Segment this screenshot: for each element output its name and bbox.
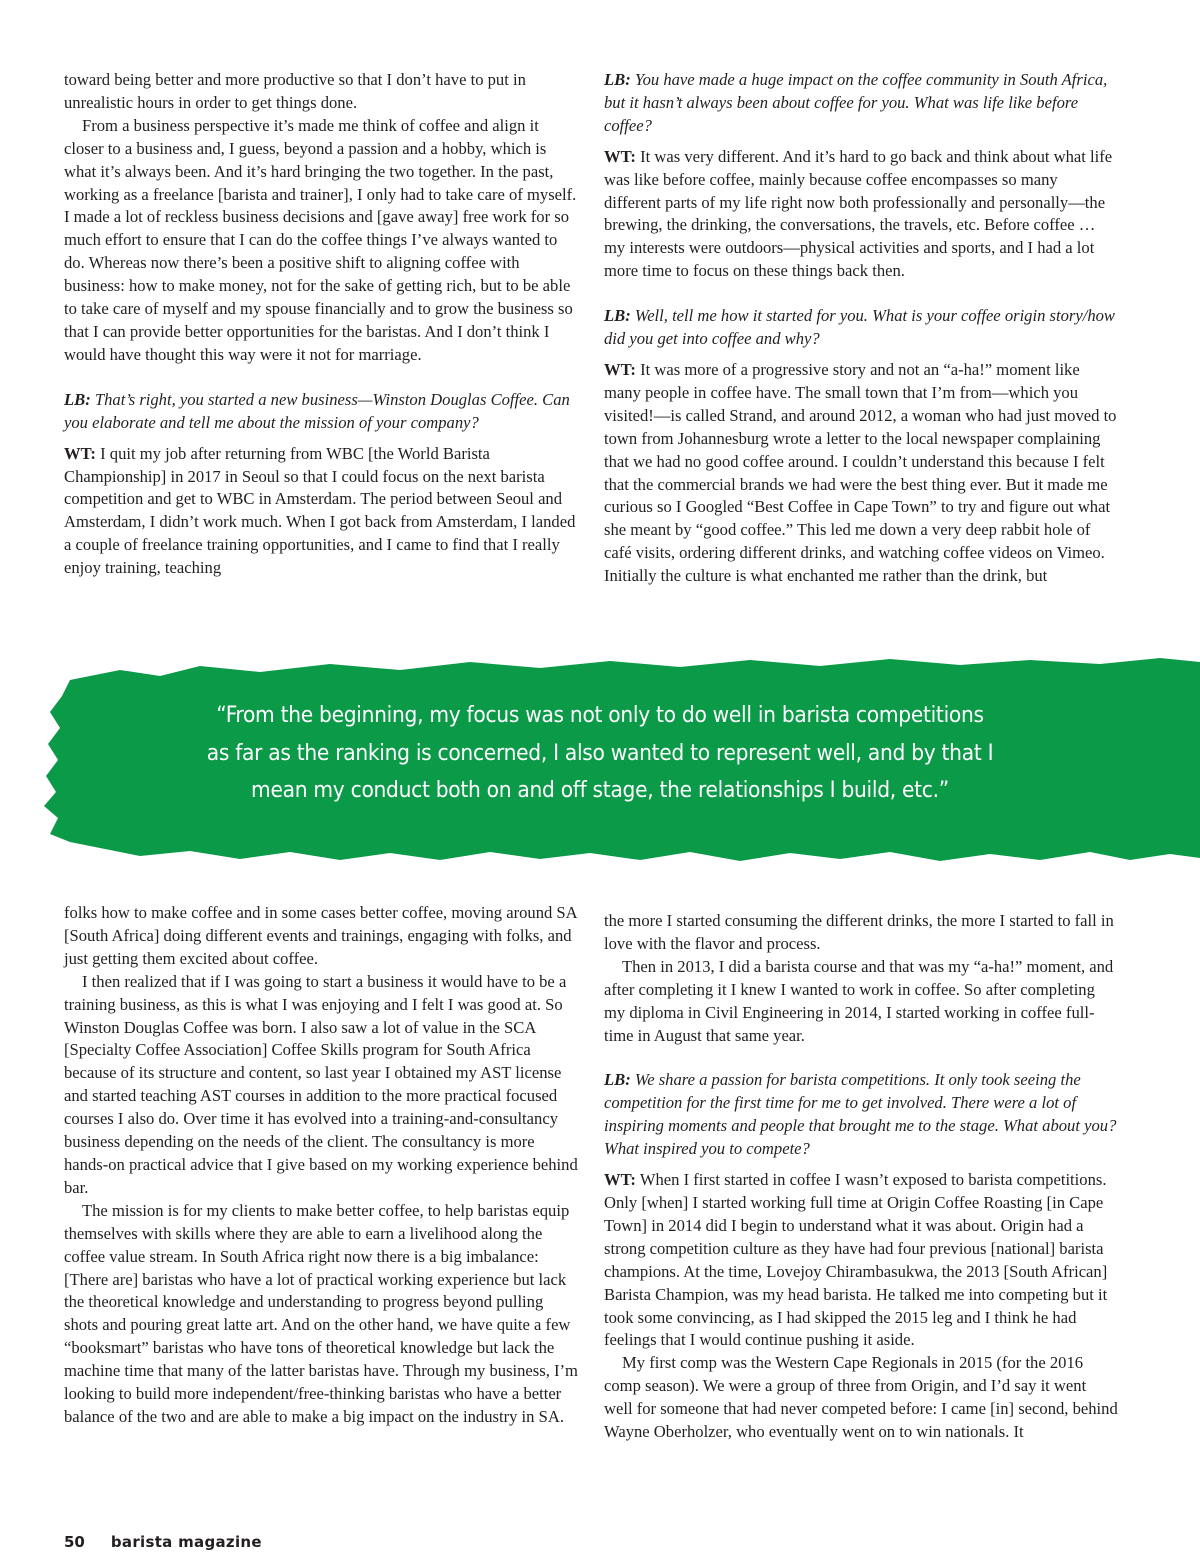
pullquote-line: as far as the ranking is concerned, I also wanted to represent well, and by that I [206, 739, 994, 766]
paragraph: toward being better and more productive so that I don’t have to put in unrealistic hours in order to get things done. [64, 70, 526, 112]
answer-text: When I first started in coffee I wasn’t exposed to barista competitions. Only [when] I started working full time at Origin Coffee Roasting [in Cape Town] in 2014 did I begin to understand what it was about. Origin had a strong competition culture as they have had four previous [national] barista champions. At the time, Lovejoy Chirambasukwa, the 2013 [South African] Barista Champion, was my head barista. He talked me into competing but it took some convincing, as I had skipped the 2015 leg and I think he had feelings that I would continue pushing it aside. [604, 1170, 1108, 1350]
interview-answer [604, 146, 1118, 283]
interview-question [604, 69, 1118, 138]
page-footer [64, 1533, 262, 1551]
speaker-label: LB: [604, 306, 631, 326]
interview-answer [64, 443, 578, 580]
pullquote [180, 697, 1020, 810]
speaker-label: WT: [64, 443, 96, 463]
column-top-left [64, 69, 578, 580]
paragraph: folks how to make coffee and in some cases better coffee, moving around SA [South Africa] doing different events and trainings, engaging with folks, and just getting them excited about coffee. [64, 903, 577, 968]
paragraph: I then realized that if I was going to start a business it would have to be a training business, as this is what I was enjoying and I felt I was good at. So Winston Douglas Coffee was born. I also saw a lot of value in the SCA [Specialty Coffee Association] Coffee Skills program for South Africa because of its structure and content, so last year I obtained my AST license and started teaching AST courses in addition to the more practical focused courses I also do. Over time it has evolved into a training-and-consultancy business depending on the needs of the client. The consultancy is more hands-on practical advice that I give based on my working experience behind bar. [64, 971, 578, 1197]
publication-name: barista magazine [110, 1533, 262, 1551]
column-bottom-left [64, 902, 578, 1429]
interview-question [604, 1069, 1118, 1161]
answer-text: It was more of a progressive story and not an “a-ha!” moment like many people in coffee have. The small town that I’m from—which you visited!—is called Strand, and around 2012, a woman who had just moved to town from Johannesburg wrote a letter to the local newspaper complaining that we had no good coffee around. I couldn’t understand this because I felt that the commercial brands we had were the best thing ever. But it made me curious so I Googled “Best Coffee in Cape Town” to try and figure out what she meant by “good coffee.” This led me down a very deep rabbit hole of café visits, ordering different drinks, and watching coffee videos on Vimeo. Initially the culture is what enchanted me rather than the drink, but [604, 359, 1117, 586]
paragraph: the more I started consuming the different drinks, the more I started to fall in love with the flavor and process. [604, 911, 1114, 953]
speaker-label: LB: [64, 389, 91, 409]
interview-question [64, 389, 578, 435]
column-bottom-right [604, 910, 1118, 1444]
interview-question [604, 305, 1118, 351]
question-text: You have made a huge impact on the coffee community in South Africa, but it hasn’t always been about coffee for you. What was life like before coffee? [604, 70, 1108, 135]
speaker-label: WT: [604, 1170, 636, 1190]
interview-answer [604, 1169, 1118, 1352]
question-text: That’s right, you started a new business—Winston Douglas Coffee. Can you elaborate and tell me about the mission of your company? [64, 389, 570, 432]
paragraph: My first comp was the Western Cape Regionals in 2015 (for the 2016 comp season). We were a group of three from Origin, and I’d say it went well for someone that had never competed before: I came [in] second, behind Wayne Oberholzer, who eventually went on to win nationals. It [604, 1353, 1118, 1442]
question-text: We share a passion for barista competitions. It only took seeing the competition for the first time for me to get involved. There were a lot of inspiring moments and people that brought me to the stage. What about you? What inspired you to compete? [604, 1070, 1117, 1159]
speaker-label: LB: [604, 1070, 631, 1090]
paragraph: From a business perspective it’s made me think of coffee and align it closer to a business and, I guess, beyond a passion and a hobby, which is what it’s always been. And it’s hard bringing the two together. In the past, working as a freelance [barista and trainer], I only had to take care of myself. I made a lot of reckless business decisions and [gave away] free work for so much effort to ensure that I can do the coffee things I’ve always wanted to do. Whereas now there’s been a positive shift to aligning coffee with business: how to make money, not for the sake of getting rich, but to be able to take care of myself and my spouse financially and to grow the business so that I can provide better opportunities for the baristas. And I don’t think I would have thought this way were it not for marriage. [64, 115, 577, 364]
column-top-right [604, 69, 1118, 588]
paragraph: The mission is for my clients to make better coffee, to help baristas equip themselves with skills where they are able to earn a livelihood along the coffee value stream. In South Africa right now there is a big imbalance: [There are] baristas who have a lot of practical working experience but lack the theoretical knowledge and understanding to progress beyond pulling shots and pouring great latte art. And on the other hand, we have quite a few “booksmart” baristas who have tons of theoretical knowledge but lack the machine time that many of the latter baristas have. Through my business, I’m looking to build more independent/free-thinking baristas who have a better balance of the two and are able to make a big impact on the industry in SA. [64, 1200, 578, 1426]
speaker-label: WT: [604, 359, 636, 379]
page-number: 50 [64, 1533, 85, 1551]
interview-answer [604, 359, 1118, 588]
speaker-label: WT: [604, 146, 636, 166]
answer-text: It was very different. And it’s hard to go back and think about what life was like before coffee, mainly because coffee encompasses so many different parts of my life right now both professionally and personally—the brewing, the drinking, the conversations, the travels, etc. Before coffee … my interests were outdoors—physical activities and sports, and I had a lot more time to focus on these things back then. [604, 146, 1113, 281]
pullquote-line: “From the beginning, my focus was not only to do well in barista competitions [216, 702, 984, 728]
speaker-label: LB: [604, 70, 631, 89]
answer-text: I quit my job after returning from WBC [the World Barista Championship] in 2017 in Seoul so that I could focus on the next barista competition and get to WBC in Amsterdam. The period between Seoul and Amsterdam, I didn’t work much. When I got back from Amsterdam, I landed a couple of freelance training opportunities, and I came to find that I really enjoy training, teaching [64, 443, 576, 578]
question-text: Well, tell me how it started for you. What is your coffee origin story/how did you get into coffee and why? [604, 306, 1115, 349]
pullquote-line: mean my conduct both on and off stage, the relationships I build, etc.” [251, 777, 949, 803]
paragraph: Then in 2013, I did a barista course and that was my “a-ha!” moment, and after completing it I knew I wanted to work in coffee. So after completing my diploma in Civil Engineering in 2014, I started working in coffee full-time in August that same year. [604, 956, 1114, 1045]
